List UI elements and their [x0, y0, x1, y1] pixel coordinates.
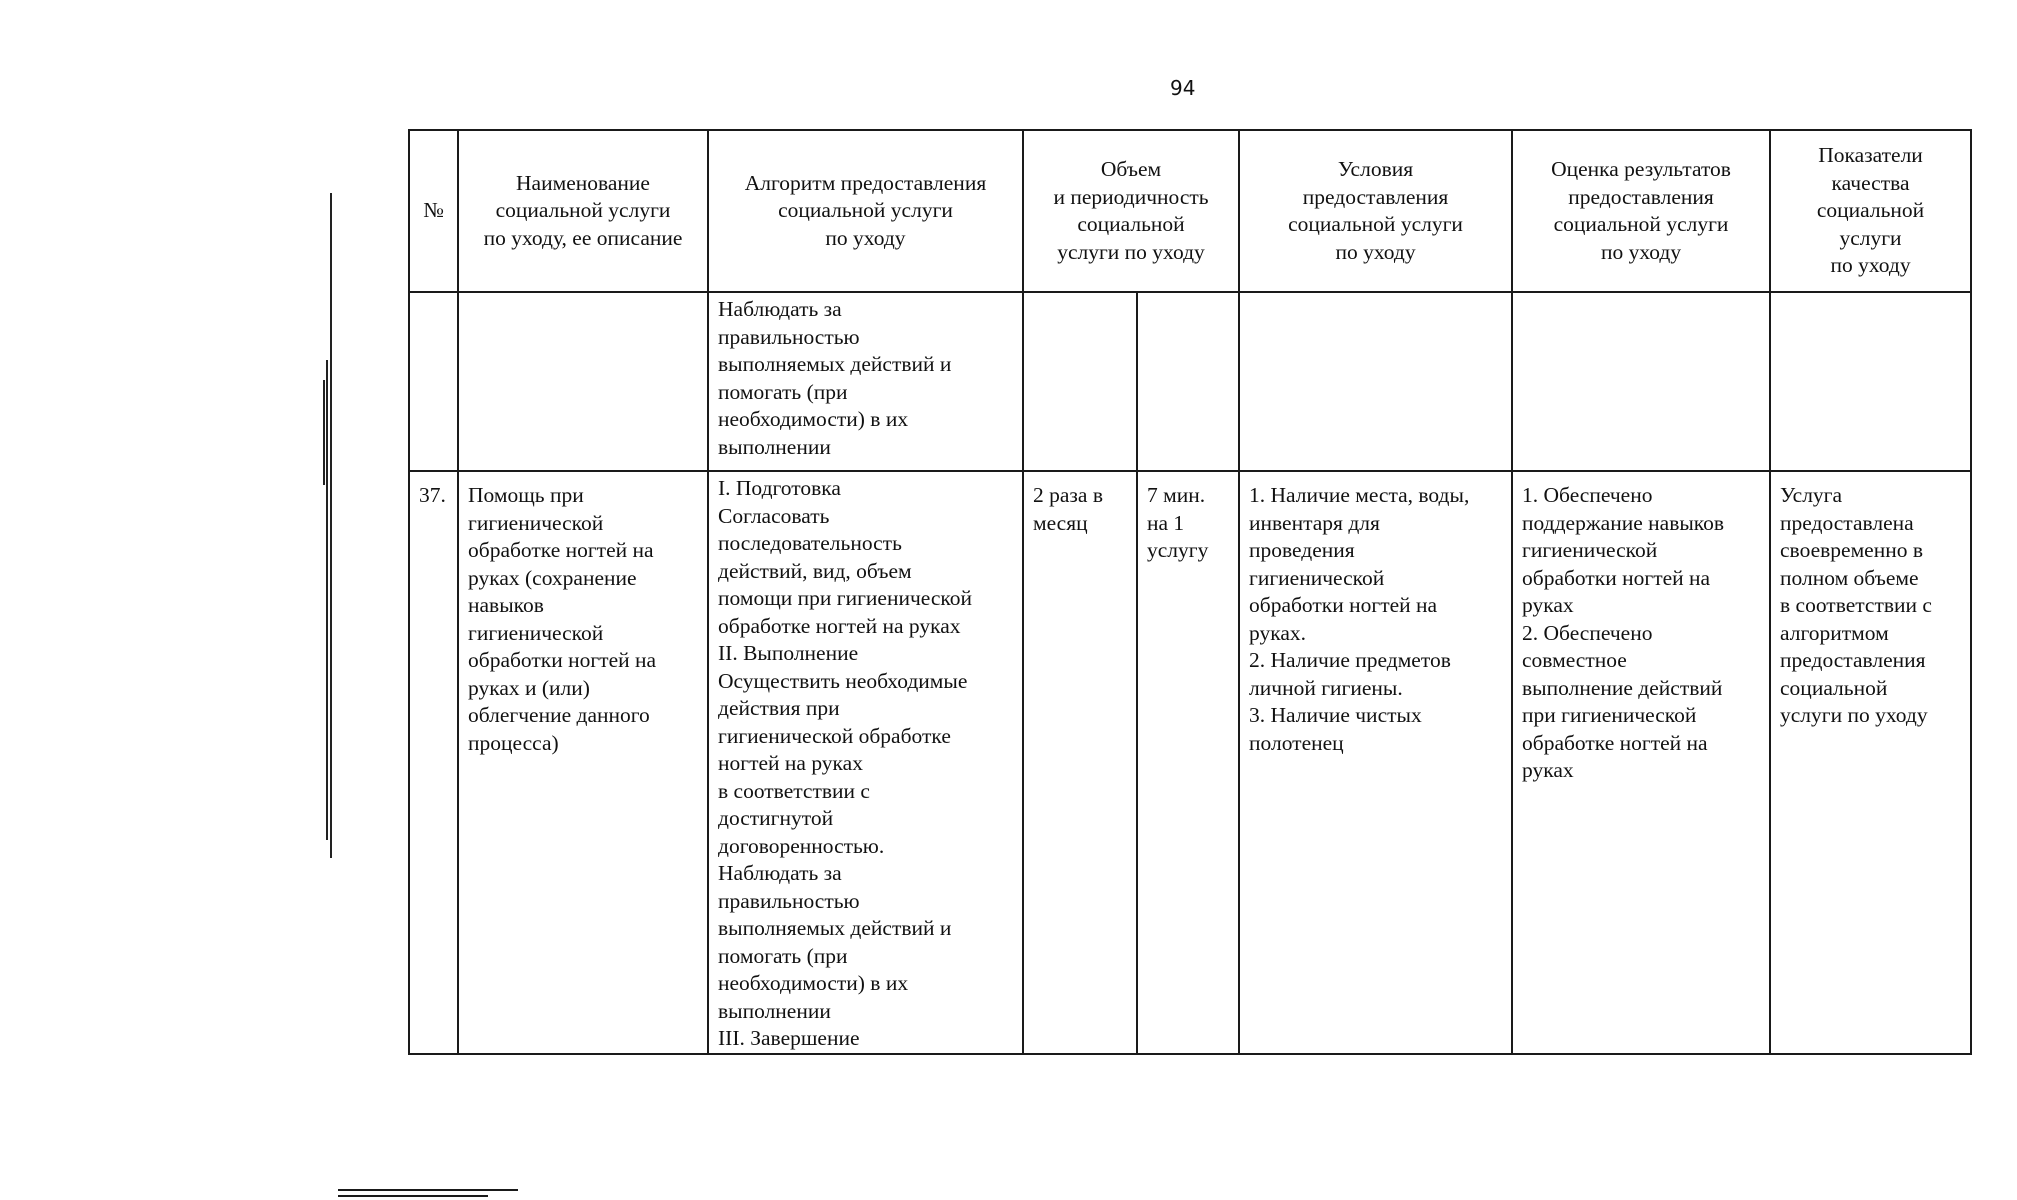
cell-conditions: 1. Наличие места, воды, инвентаря для проведения гигиенической обработки ногтей на руках. 2. Наличие предметов личной гигиены. 3. Наличие чистых полотенец	[1239, 471, 1512, 1054]
header-evaluation: Оценка результатов предоставления социальной услуги по уходу	[1512, 130, 1770, 292]
cell-number: 37.	[409, 471, 458, 1054]
cell-volume	[1023, 292, 1137, 471]
cell-conditions	[1239, 292, 1512, 471]
cell-quality: Услуга предоставлена своевременно в полном объеме в соответствии с алгоритмом предоставления социальной услуги по уходу	[1770, 471, 1971, 1054]
service-table	[408, 129, 1972, 1055]
cell-service-name	[458, 292, 708, 471]
cell-algorithm: Наблюдать за правильностью выполняемых действий и помогать (при необходимости) в их выполнении	[708, 292, 1023, 471]
cell-volume: 2 раза в месяц	[1023, 471, 1137, 1054]
left-margin-line-3	[326, 360, 328, 840]
cell-number	[409, 292, 458, 471]
cell-service-name: Помощь при гигиенической обработке ногтей на руках (сохранение навыков гигиенической обработки ногтей на руках и (или) облегчение данного процесса)	[458, 471, 708, 1054]
footer-rule-1	[338, 1189, 518, 1191]
header-algorithm: Алгоритм предоставления социальной услуги по уходу	[708, 130, 1023, 292]
table-row-continuation	[409, 292, 1971, 471]
header-conditions: Условия предоставления социальной услуги по уходу	[1239, 130, 1512, 292]
table-header-row	[409, 130, 1971, 292]
cell-evaluation: 1. Обеспечено поддержание навыков гигиенической обработки ногтей на руках 2. Обеспечено совместное выполнение действий при гигиенической обработке ногтей на руках	[1512, 471, 1770, 1054]
cell-algorithm: I. Подготовка Согласовать последовательность действий, вид, объем помощи при гигиенической обработке ногтей на руках II. Выполнение Осуществить необходимые действия при гигиенической обработке ногтей на руках в соответствии с достигнутой договоренностью. Наблюдать за правильностью выполняемых действий и помогать (при необходимости) в их выполнении III. Завершение	[708, 471, 1023, 1054]
cell-quality	[1770, 292, 1971, 471]
header-quality: Показатели качества социальной услуги по уходу	[1770, 130, 1971, 292]
header-service-name: Наименование социальной услуги по уходу, ее описание	[458, 130, 708, 292]
table-row	[409, 471, 1971, 1054]
cell-evaluation	[1512, 292, 1770, 471]
header-number: №	[409, 130, 458, 292]
cell-periodicity: 7 мин. на 1 услугу	[1137, 471, 1239, 1054]
left-margin-line-1	[330, 193, 332, 858]
cell-periodicity	[1137, 292, 1239, 471]
page-number: 94	[1170, 76, 1196, 100]
header-volume-periodicity: Объем и периодичность социальной услуги по уходу	[1023, 130, 1239, 292]
footer-rule-2	[338, 1195, 488, 1197]
left-margin-line-2	[323, 380, 325, 485]
